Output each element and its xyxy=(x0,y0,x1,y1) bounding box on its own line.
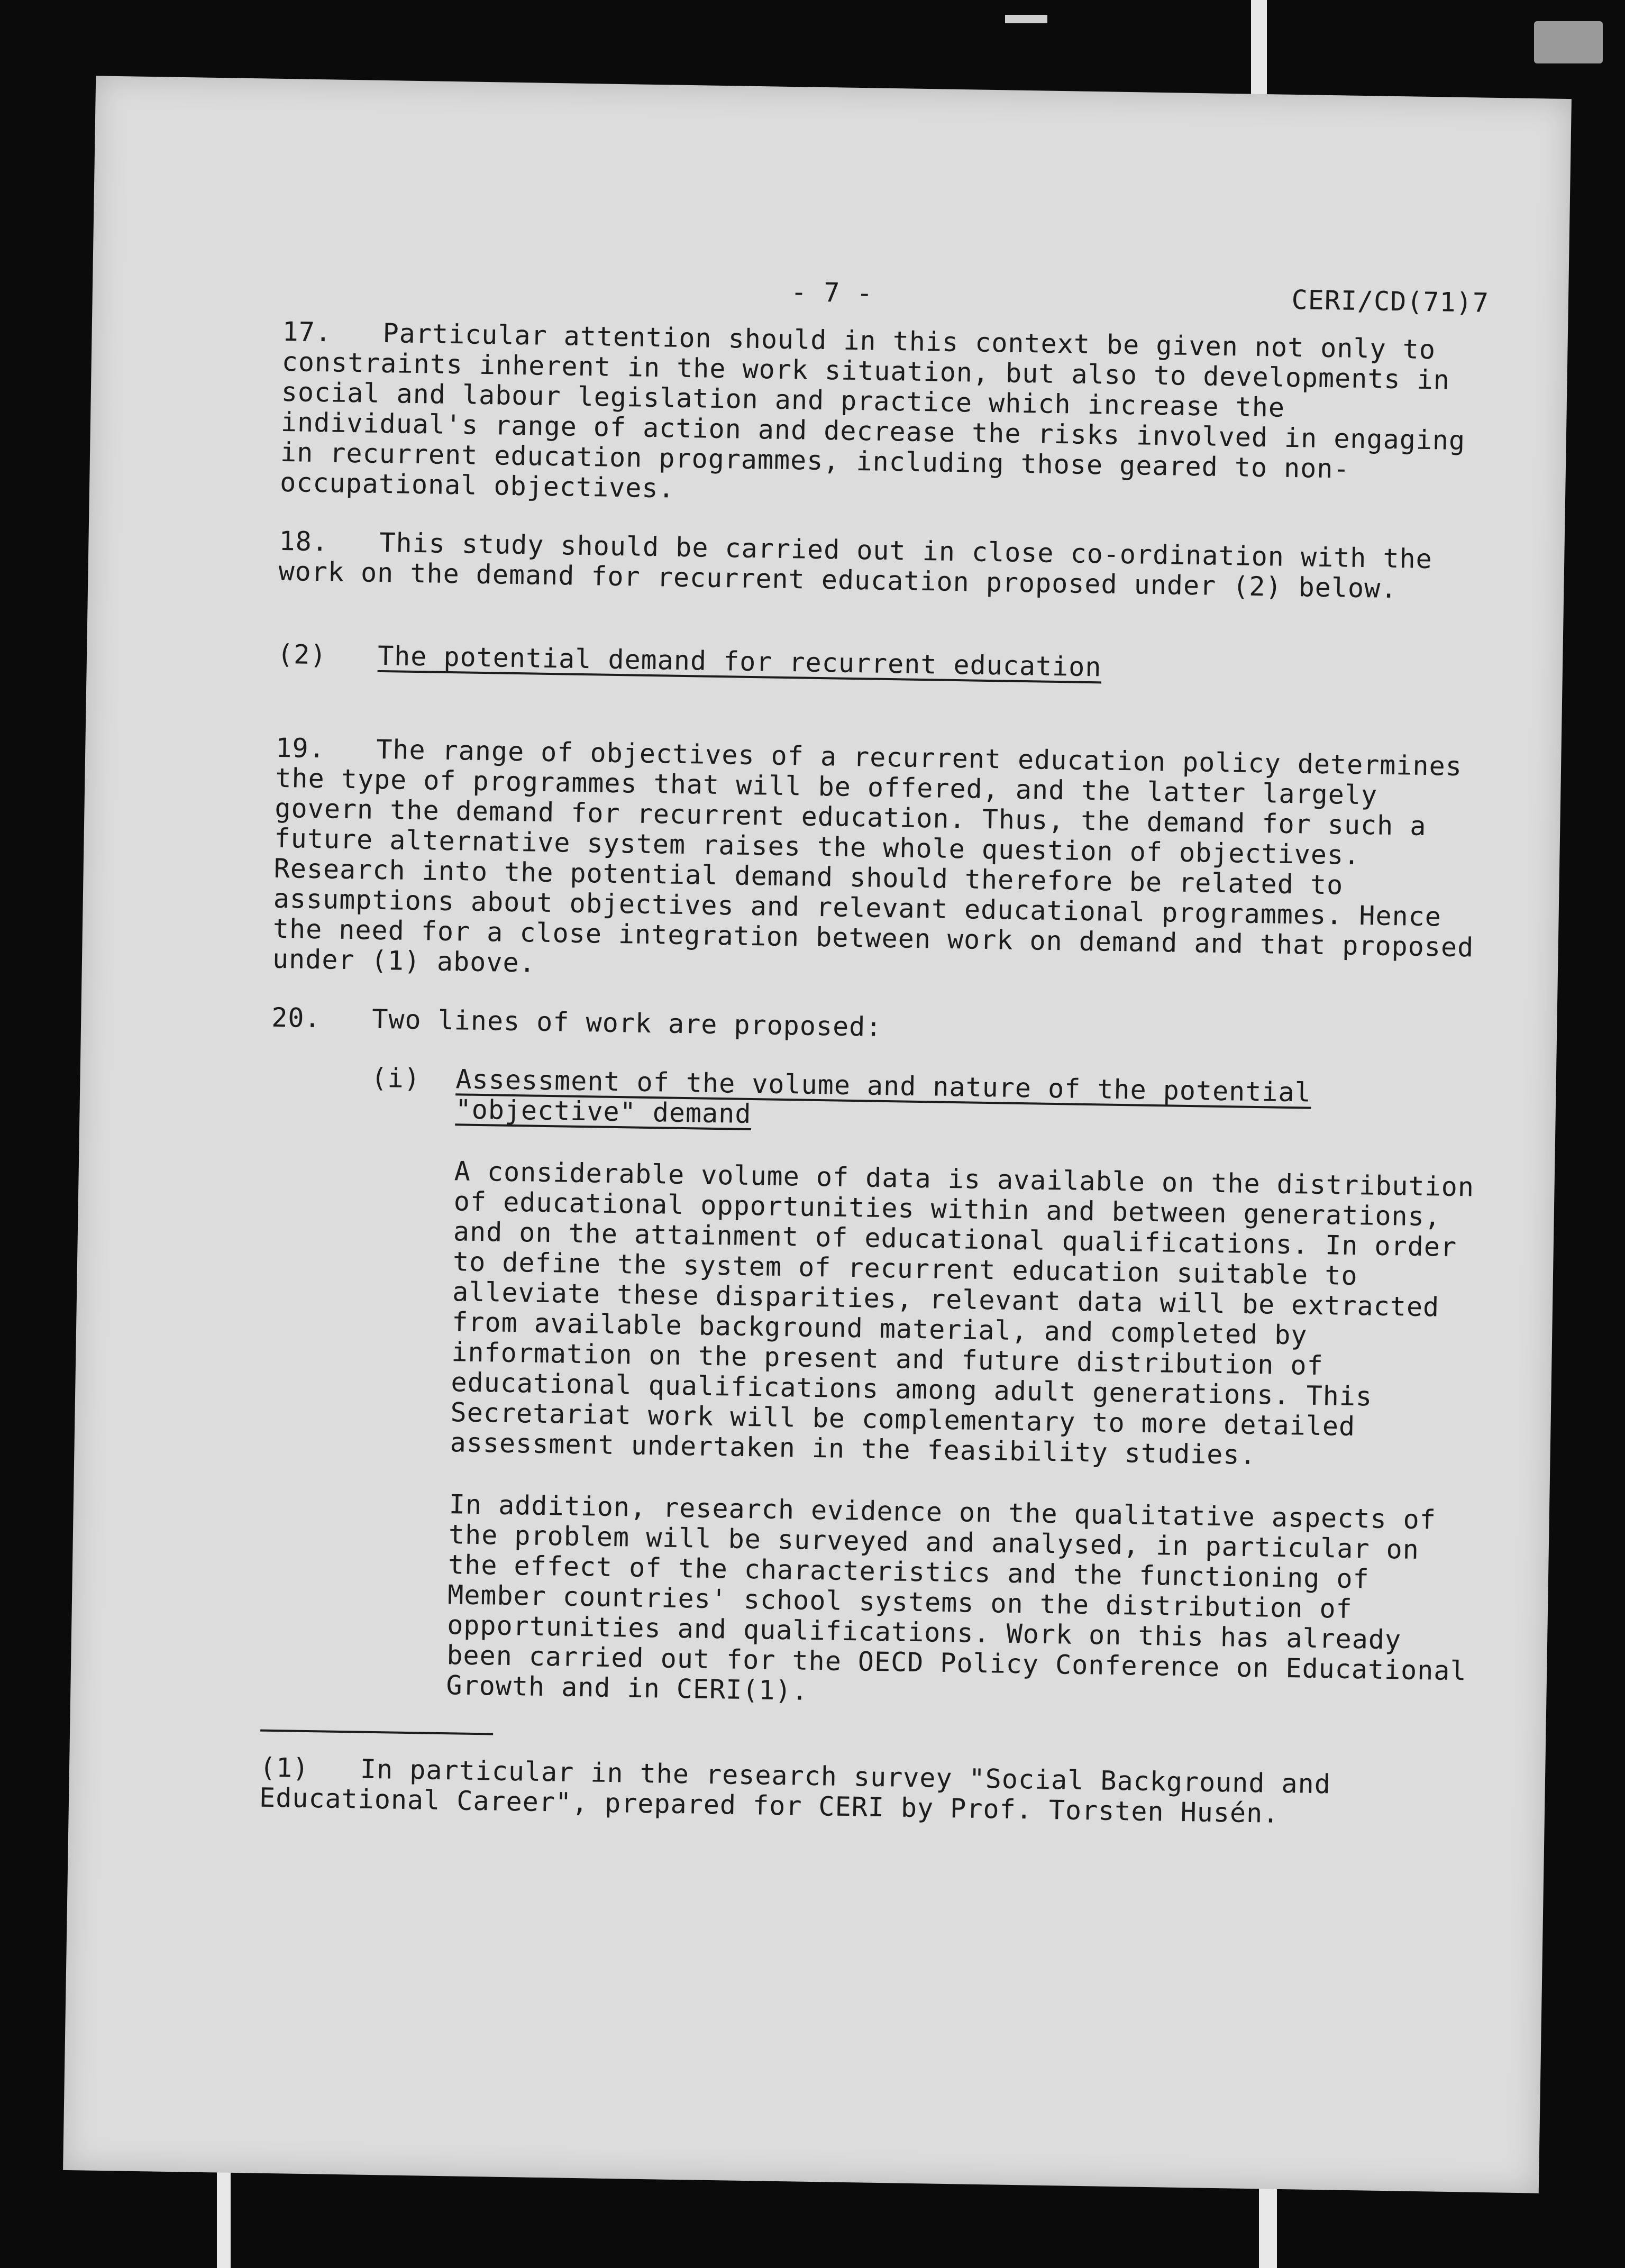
subsection-paragraph: In addition, research evidence on the qualitative aspects of the problem will be surveyed and analysed, in particular on the effect of the characteristics and the functioning of Member countries' school systems on the distribution of opportunities and qualifications. Work on this has already been carried out for the OECD Policy Conference on Educational Growth and in CERI(1). xyxy=(446,1489,1467,1706)
paragraph-number: 17. xyxy=(282,316,332,348)
paragraph-number: 18. xyxy=(279,525,329,557)
page-number: - 7 - xyxy=(790,277,873,309)
paragraph-text: Particular attention should in this context be given not only to constraints inherent in the work situation, but also to developments in social and labour legislation and practice which increase the individual's range of action and decrease the risks involved in engaging in recurrent education programmes, including those geared to non-occupational objectives. xyxy=(279,317,1466,504)
page-content xyxy=(259,269,1490,1832)
film-corner-mark xyxy=(1534,21,1603,63)
paragraph-number: 20. xyxy=(271,1002,322,1034)
paragraph-18 xyxy=(278,526,1485,606)
paragraph-17 xyxy=(280,317,1489,517)
subsection-paragraph: A considerable volume of data is available on the distribution of educational opportunities within and between generations, and on the attainment of educational qualifications. In order to define the system of recurrent education suitable to alleviate these disparities, relevant data will be extracted from available background material, and completed by information on the present and future distribution of educational qualifications among adult generations. This Secretariat work will be complementary to more detailed assessment undertaken in the feasibility studies. xyxy=(450,1156,1475,1471)
paragraph-text: Two lines of work are proposed: xyxy=(371,1003,882,1042)
paragraph-20 xyxy=(271,1003,1478,1052)
footnote xyxy=(259,1753,1466,1832)
film-sprocket-mark-bottom-left xyxy=(217,2158,231,2268)
subsection-heading xyxy=(370,1063,1477,1141)
footnote-divider xyxy=(260,1730,493,1735)
paragraph-number: 19. xyxy=(275,732,326,764)
section-title: The potential demand for recurrent education xyxy=(377,640,1102,683)
section-heading xyxy=(277,639,1484,689)
footnote-text: In particular in the research survey "Social Background and Educational Career", prepared for CERI by Prof. Torsten Husén. xyxy=(259,1753,1331,1829)
paragraph-text: The range of objectives of a recurrent education policy determines the type of programmes that will be offered, and the latter largely govern the demand for recurrent education. Thus, the demand for such a future alternative system raises the whole question of objectives. Research into the potential demand should therefore be related to assumptions about objectives and relevant educational programmes. Hence the need for a close integration between work on demand and that proposed under (1) above. xyxy=(272,734,1474,978)
section-number: (2) xyxy=(277,638,327,671)
subsection-number: (i) xyxy=(371,1062,421,1094)
subsection-title: Assessment of the volume and nature of the potential "objective" demand xyxy=(455,1064,1312,1130)
paragraph-19 xyxy=(272,733,1482,993)
footnote-marker: (1) xyxy=(259,1752,309,1784)
film-sprocket-mark-top xyxy=(1251,0,1267,100)
document-reference: CERI/CD(71)7 xyxy=(1291,284,1490,318)
paragraph-text: This study should be carried out in close co-ordination with the work on the demand for recurrent education proposed under (2) below. xyxy=(278,527,1433,605)
document-page xyxy=(63,76,1572,2193)
film-scratch-mark xyxy=(1005,15,1047,23)
